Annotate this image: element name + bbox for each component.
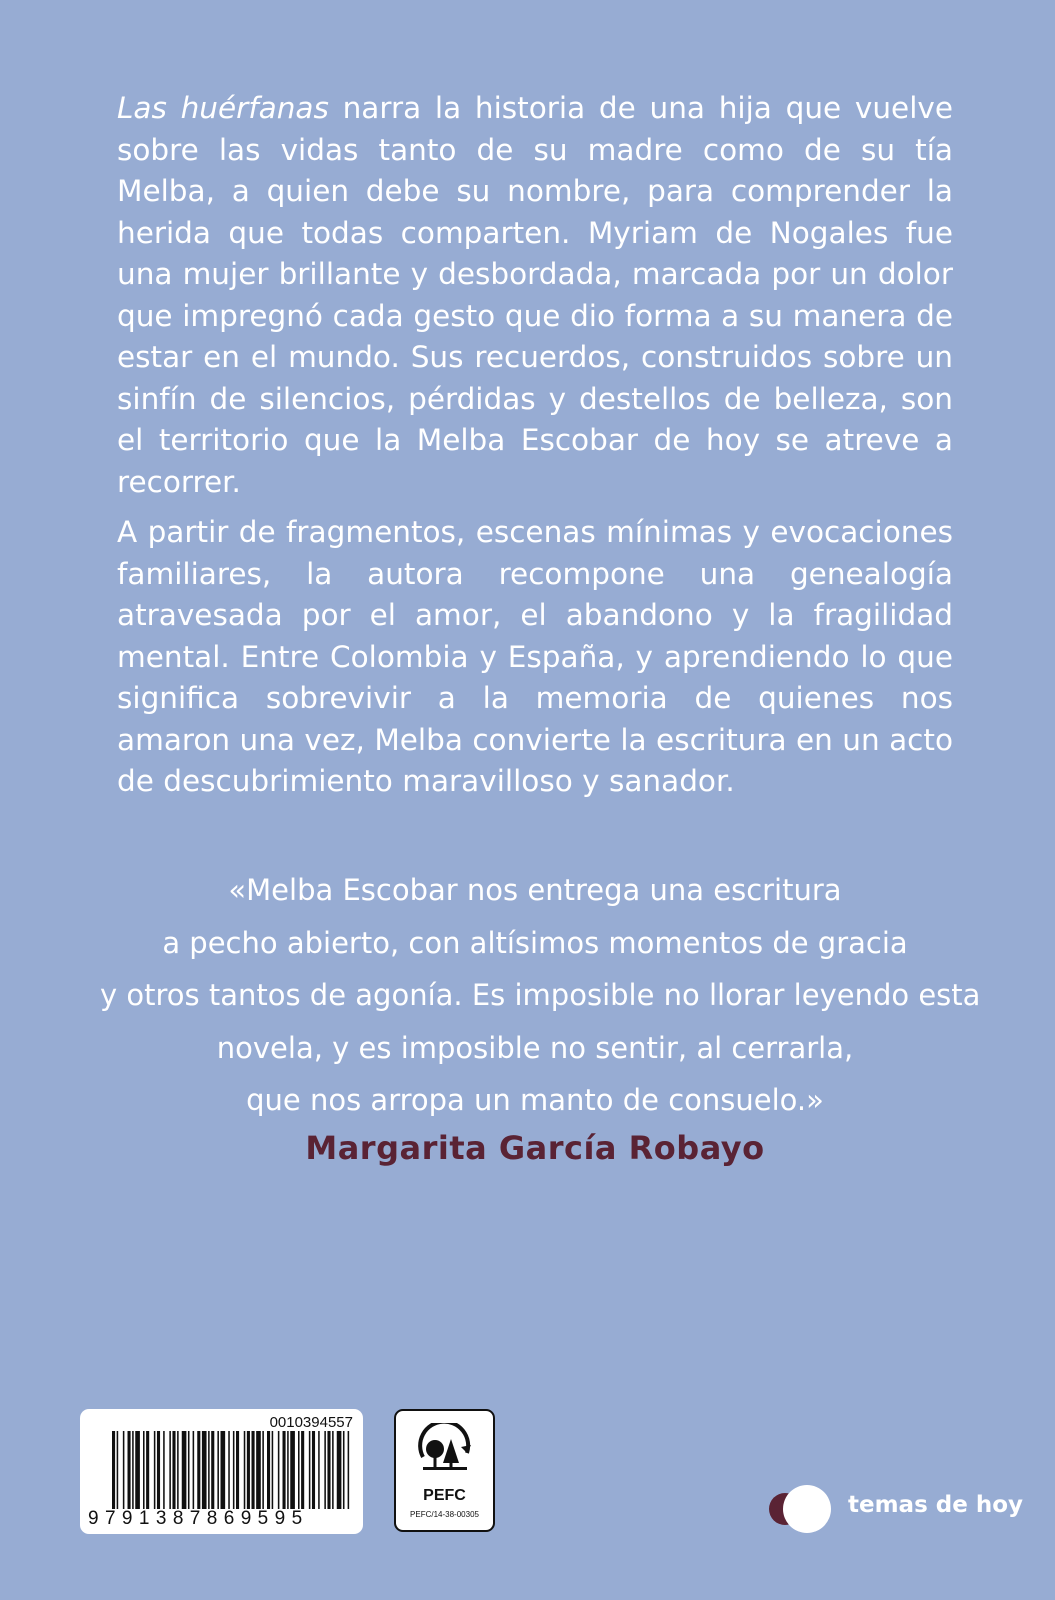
barcode-bar — [318, 1431, 320, 1509]
barcode-bar — [256, 1431, 261, 1509]
barcode-bar — [228, 1431, 230, 1509]
pefc-logo-icon — [415, 1423, 475, 1483]
pefc-certification — [394, 1409, 495, 1532]
barcode-bar — [193, 1431, 195, 1509]
barcode-bar — [117, 1431, 119, 1509]
barcode-bars — [84, 1431, 359, 1511]
barcode-bar — [332, 1431, 334, 1509]
barcode-bar — [177, 1431, 179, 1509]
barcode-bar — [172, 1431, 175, 1509]
barcode-bar — [154, 1431, 156, 1509]
barcode-bar — [163, 1431, 165, 1509]
barcode-bar — [298, 1431, 300, 1509]
book-title: Las huérfanas — [117, 91, 329, 125]
quote-line: a pecho abierto, con altísimos momentos de gracia — [162, 925, 908, 960]
logo-white-circle — [783, 1485, 831, 1533]
barcode-bar — [309, 1431, 311, 1509]
barcode-bar — [337, 1431, 342, 1509]
barcode-bar — [217, 1431, 219, 1509]
quote-line: «Melba Escobar nos entrega una escritura — [228, 873, 842, 907]
quote-author: Margarita García Robayo — [305, 1129, 765, 1167]
barcode-bar — [327, 1431, 330, 1509]
barcode-bar — [146, 1431, 149, 1509]
barcode-bar — [252, 1431, 255, 1509]
barcode-bar — [221, 1431, 226, 1509]
barcode-digits: 9791387869595 — [88, 1508, 309, 1529]
barcode-bar — [132, 1431, 134, 1509]
barcode-bar — [197, 1431, 200, 1509]
barcode-bar — [287, 1431, 289, 1509]
barcode-bar — [236, 1431, 239, 1509]
barcode-bar — [267, 1431, 270, 1509]
barcode-bar — [312, 1431, 315, 1509]
barcode-bar — [188, 1431, 190, 1509]
barcode-bar — [135, 1431, 140, 1509]
barcode-top-number: 0010394557 — [269, 1414, 353, 1431]
barcode-bar — [324, 1431, 326, 1509]
quote-line: y otros tantos de agonía. Es imposible no llorar leyendo esta — [100, 978, 981, 1012]
barcode-bar — [244, 1431, 246, 1509]
barcode-bar — [157, 1431, 160, 1509]
barcode-bar — [169, 1431, 171, 1509]
barcode-bar — [123, 1431, 125, 1509]
synopsis — [117, 88, 953, 812]
synopsis-paragraph-1 — [117, 88, 953, 503]
pefc-code: PEFC/14-38-00305 — [410, 1510, 479, 1519]
isbn-barcode — [80, 1409, 363, 1534]
publisher-name: temas de hoy — [848, 1492, 1024, 1518]
review-quote — [100, 864, 981, 1127]
barcode-bar — [278, 1431, 280, 1509]
barcode-bar — [262, 1431, 264, 1509]
barcode-bar — [143, 1431, 145, 1509]
barcode-bar — [272, 1431, 274, 1509]
pefc-label: PEFC — [423, 1487, 466, 1504]
quote-line: que nos arropa un manto de consuelo.» — [246, 1083, 824, 1117]
barcode-bar — [247, 1431, 250, 1509]
barcode-bar — [202, 1431, 207, 1509]
barcode-bar — [343, 1431, 345, 1509]
synopsis-text-1: narra la historia de una hija que vuelve sobre las vidas tanto de su madre como de su tía Melba, a quien debe su nombre, para comprender la herida que todas comparten. Myriam de Nogales fue una mujer brillante y desbordada, marcada por un dolor que impregnó cada gesto que dio forma a su manera de estar en el mundo. Sus recuerdos, construidos sobre un sinfín de silencios, pérdidas y destellos de belleza, son el territorio que la Melba Escobar de hoy se atreve a recorrer. — [117, 91, 953, 499]
barcode-bar — [301, 1431, 304, 1509]
barcode-bar — [112, 1431, 115, 1509]
barcode-bar — [211, 1431, 214, 1509]
barcode-bar — [128, 1431, 131, 1509]
barcode-bar — [348, 1431, 350, 1509]
quote-line: novela, y es imposible no sentir, al cerrarla, — [216, 1030, 854, 1065]
barcode-bar — [233, 1431, 235, 1509]
publisher-logo-icon — [769, 1485, 837, 1533]
barcode-bar — [208, 1431, 210, 1509]
barcode-bar — [182, 1431, 187, 1509]
barcode-bar — [290, 1431, 295, 1509]
synopsis-paragraph-2: A partir de fragmentos, escenas mínimas y evocaciones familiares, la autora recompone una genealogía atravesada por el amor, el abandono y la fragilidad mental. Entre Colombia y España, y aprendiendo lo que significa sobrevivir a la memoria de quienes nos amaron una vez, Melba convierte la escritura en un acto de descubrimiento maravilloso y sanador. — [117, 515, 953, 798]
barcode-bar — [283, 1431, 286, 1509]
